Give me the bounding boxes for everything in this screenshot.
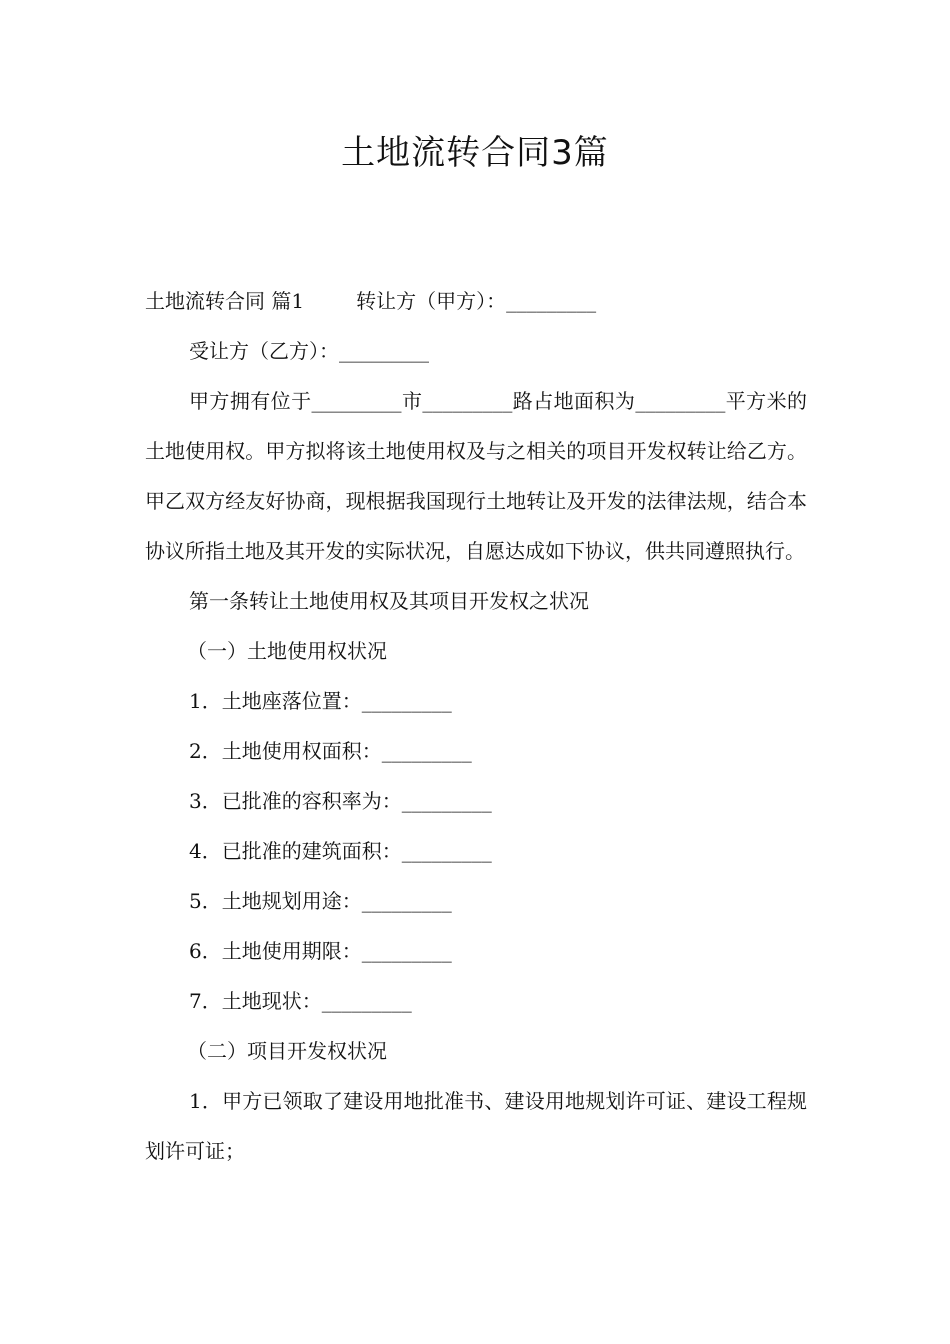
transferor-line: 转让方（甲方）：_________ [356,289,597,313]
land-item: 3．已批准的容积率为：_________ [189,789,492,813]
dev-item: 1．甲方已领取了建设用地批准书、建设用地规划许可证、建设工程规划许可证； [145,1089,807,1163]
section-2-heading: （二）项目开发权状况 [187,1039,387,1063]
transferee-line: 受让方（乙方）：_________ [189,339,429,363]
land-item: 2．土地使用权面积：_________ [189,739,472,763]
first-line [145,276,807,326]
document-body [145,276,807,1176]
article-1-heading: 第一条转让土地使用权及其项目开发权之状况 [189,589,589,613]
land-item: 4．已批准的建筑面积：_________ [189,839,492,863]
section-label: 土地流转合同 篇1 [145,289,305,313]
land-item: 5．土地规划用途：_________ [189,889,452,913]
land-item: 6．土地使用期限：_________ [189,939,452,963]
intro-paragraph: 甲方拥有位于_________市_________路占地面积为_________平方米的土地使用权。甲方拟将该土地使用权及与之相关的项目开发权转让给乙方。甲乙双方经友好协商，现根据我国现行土地转让及开发的法律法规，结合本协议所指土地及其开发的实际状况，自愿达成如下协议，供共同遵照执行。 [145,389,807,563]
document-title: 土地流转合同3篇 [341,133,609,173]
section-1-heading: （一）土地使用权状况 [187,639,387,663]
land-item: 7．土地现状：_________ [189,989,412,1013]
land-item: 1．土地座落位置：_________ [189,689,452,713]
